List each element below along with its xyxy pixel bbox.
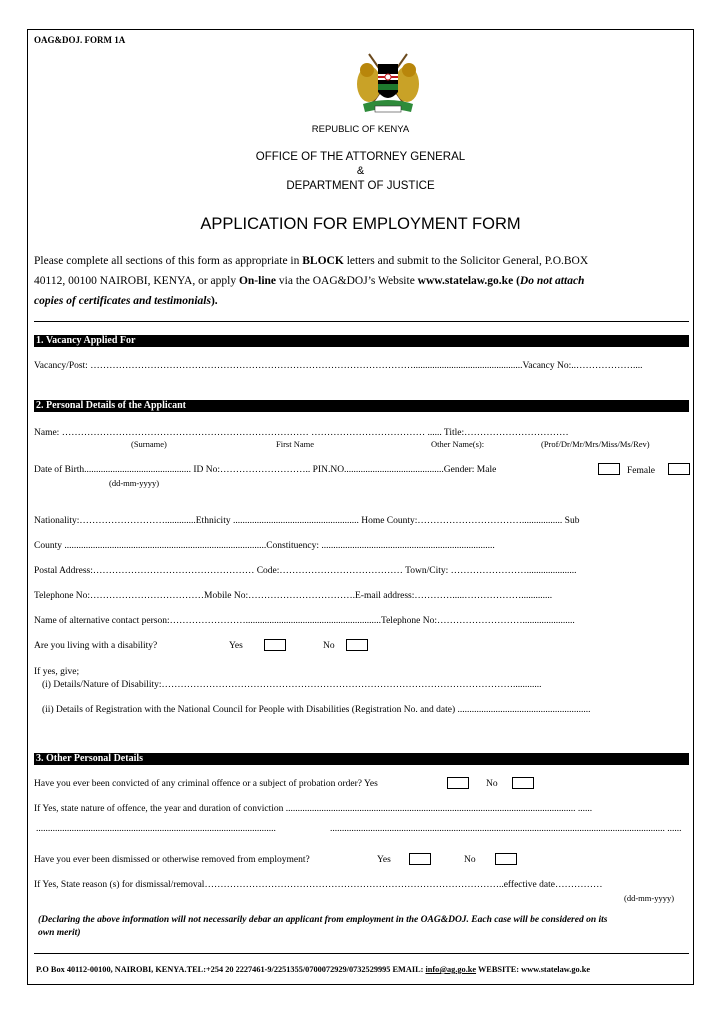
office-heading-line1: OFFICE OF THE ATTORNEY GENERAL [255,151,466,163]
surname-label: (Surname) [131,439,167,449]
disability-registration-field[interactable]: (ii) Details of Registration with the National Council for People with Disabilities (Registration No. and date) ........................................................ [42,705,591,715]
intro-divider [34,321,689,322]
dob-hint: (dd-mm-yyyy) [109,478,160,488]
conviction-yes-checkbox[interactable] [447,777,469,789]
footer-email-link[interactable]: info@ag.go.ke [425,965,477,974]
gender-female-checkbox[interactable] [668,463,690,475]
form-title: APPLICATION FOR EMPLOYMENT FORM [200,215,521,233]
gender-male-checkbox[interactable] [598,463,620,475]
conviction-details-line2-right[interactable]: ............................................................................................................................................. ...... [330,824,682,834]
form-code: OAG&DOJ. FORM 1A [34,35,126,45]
dismissal-question: Have you ever been dismissed or otherwise removed from employment? [34,855,310,865]
disability-details-field[interactable]: (i) Details/Nature of Disability:…………………………………………………………………………………………………............ [42,680,542,690]
declaration-note: (Declaring the above information will not necessarily debar an applicant from employment in the OAG&DOJ. Each case will be considered on its [38,915,608,925]
republic-heading: REPUBLIC OF KENYA [311,124,410,135]
dismissal-no-label: No [464,855,476,865]
coat-of-arms-emblem [351,48,425,120]
conviction-details-line2-left[interactable]: ..................................................................................................... [36,824,276,834]
section2-header: 2. Personal Details of the Applicant [34,400,689,412]
declaration-note-line2: own merit) [38,928,81,938]
dismissal-yes-label: Yes [377,855,391,865]
dismissal-no-checkbox[interactable] [495,853,517,865]
conviction-question: Have you ever been convicted of any criminal offence or a subject of probation order? Yes [34,779,378,789]
dismissal-yes-checkbox[interactable] [409,853,431,865]
intro-paragraph: Please complete all sections of this form as appropriate in BLOCK letters and submit to the Solicitor General, P.O.BOX 40112, 00100 NAIROBI, KENYA, or apply On-line via the OAG&DOJ’s Website www.statelaw.go.ke (Do not attach copies of certificates and testimonials). [34,255,589,307]
conviction-no-label: No [486,779,498,789]
disability-question: Are you living with a disability? [34,641,158,651]
title-hint: (Prof/Dr/Mr/Mrs/Miss/Ms/Rev) [541,439,650,449]
dismissal-reason-field[interactable]: If Yes, State reason (s) for dismissal/removal…………………………………………………………………………………..effective date…………… [34,880,603,890]
disability-no-checkbox[interactable] [346,639,368,651]
female-label: Female [627,466,655,476]
footer-contact: P.O Box 40112-00100, NAIROBI, KENYA.TEL:+254 20 2227461-9/2251355/0700072929/0732529995 EMAIL: info@ag.go.ke WEBSITE: www.statelaw.go.ke [36,965,591,974]
if-yes-label: If yes, give; [34,667,80,677]
nationality-field[interactable]: Nationality:……………………….............Ethnicity ..................................................... Home County:……………………………................. Sub [34,516,580,526]
conviction-details-field[interactable]: If Yes, state nature of offence, the year and duration of conviction .......................................................................................................................... ...... [34,804,593,814]
dob-id-pin-field[interactable]: Date of Birth............................................. ID No:……………………….. PIN.NO..........................................Gender: Male [34,465,497,475]
disability-no-label: No [323,641,335,651]
conviction-no-checkbox[interactable] [512,777,534,789]
footer-divider [34,953,689,954]
disability-yes-checkbox[interactable] [264,639,286,651]
county-field[interactable]: County .....................................................................................Constituency: ......................................................................... [34,541,495,551]
disability-yes-label: Yes [229,641,243,651]
alt-contact-field[interactable]: Name of alternative contact person:…………………….........................................................Telephone No:………………………...................... [34,616,575,626]
telephone-field[interactable]: Telephone No:………………………………Mobile No:…………………………….E-mail address:………….....………………............. [34,591,553,601]
office-heading-line2: DEPARTMENT OF JUSTICE [286,180,435,192]
section1-header: 1. Vacancy Applied For [34,335,689,347]
vacancy-post-field[interactable]: Vacancy/Post: …………………………………………………………………………………………..............................................Vacancy No:..……………….... [34,361,643,371]
section3-header: 3. Other Personal Details [34,753,689,765]
name-field[interactable]: Name: …………………………………………………………………… ……………………………… ...... Title:…………………………… [34,428,569,438]
effective-date-hint: (dd-mm-yyyy) [624,893,675,903]
first-name-label: First Name [276,439,315,449]
postal-address-field[interactable]: Postal Address:…………………………………………… Code:………………………………… Town/City: ……………………..................... [34,566,577,576]
office-heading-amp: & [356,165,365,177]
other-names-label: Other Name(s): [431,439,485,449]
form-page [27,29,694,985]
